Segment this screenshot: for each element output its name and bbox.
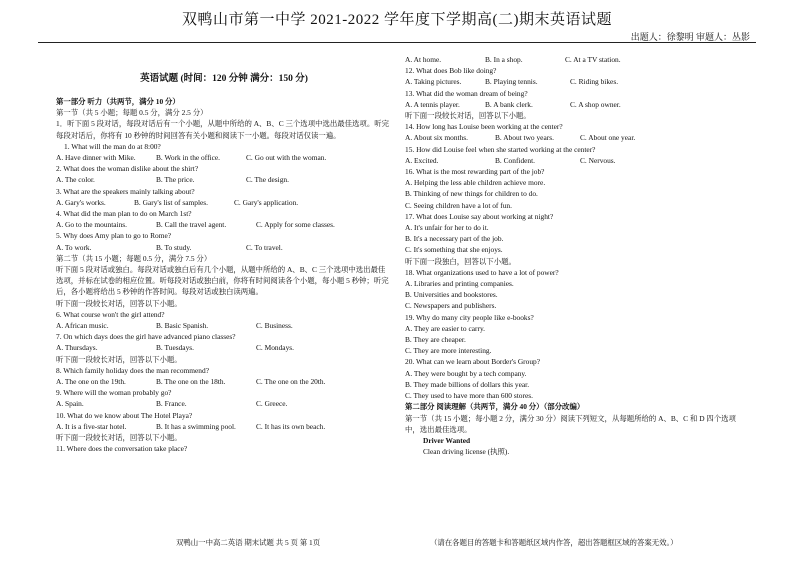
options-2 xyxy=(56,174,392,185)
option-6c: C. Business. xyxy=(256,321,293,331)
option-20b: B. They made billions of dollars this year. xyxy=(405,379,530,389)
question-2: 2. What does the woman dislike about the shirt? xyxy=(56,164,199,174)
option-6b: B. Basic Spanish. xyxy=(156,321,209,331)
option-16b: B. Thinking of new things for children to do. xyxy=(405,189,538,199)
option-8a: A. The one on the 19th. xyxy=(56,377,126,387)
option-19a: A. They are easier to carry. xyxy=(405,323,486,333)
option-2b: B. The price. xyxy=(156,175,195,185)
options-6 xyxy=(56,320,392,331)
option-14b: B. About two years. xyxy=(495,133,554,143)
options-11 xyxy=(405,54,743,65)
option-15c: C. Nervous. xyxy=(580,155,616,165)
authors: 出题人：徐黎明 审题人：丛影 xyxy=(630,32,750,42)
exam-title: 英语试题 (时间：120 分钟 满分：150 分) xyxy=(140,74,308,84)
options-3 xyxy=(56,197,392,208)
option-3a: A. Gary's works. xyxy=(56,197,106,207)
option-4a: A. Go to the mountains. xyxy=(56,220,128,230)
option-10a: A. It is a five-star hotel. xyxy=(56,421,127,431)
section2-heading: 第二节（共 15 小题；每题 0.5 分，满分 7.5 分） xyxy=(56,253,212,263)
footer-page-info: 双鸭山一中高二英语 期末试题 共 5 页 第 1页 xyxy=(176,538,321,547)
question-5: 5. Why does Amy plan to go to Rome? xyxy=(56,231,172,241)
question-7: 7. On which days does the girl have advanced piano classes? xyxy=(56,332,236,342)
option-19b: B. They are cheaper. xyxy=(405,335,466,345)
option-13b: B. A bank clerk. xyxy=(485,99,533,109)
passage-title: Driver Wanted xyxy=(423,435,471,445)
listen-prompt-6: 听下面一段较长对话，回答以下小题。 xyxy=(56,298,182,308)
options-12 xyxy=(405,76,743,87)
question-16: 16. What is the most rewarding part of the job? xyxy=(405,167,545,177)
right-column xyxy=(405,54,743,457)
question-15: 15. How did Louise feel when she started working at the center? xyxy=(405,144,596,154)
option-17b: B. It's a necessary part of the job. xyxy=(405,234,504,244)
option-1a: A. Have dinner with Mike. xyxy=(56,153,136,163)
option-11c: C. At a TV station. xyxy=(565,55,621,64)
question-18: 18. What organizations used to have a lot of power? xyxy=(405,267,559,277)
option-17a: A. It's unfair for her to do it. xyxy=(405,223,489,233)
option-20c: C. They used to have more than 600 stores. xyxy=(405,391,533,401)
option-17c: C. It's something that she enjoys. xyxy=(405,245,503,255)
section1-heading: 第一节（共 5 小题；每题 0.5 分，满分 2.5 分） xyxy=(56,108,208,118)
options-5 xyxy=(56,242,392,253)
option-12a: A. Taking pictures. xyxy=(405,77,462,87)
options-7 xyxy=(56,342,392,353)
part2-heading: 第二部分 阅读理解（共两节，满分 40 分）（部分改编） xyxy=(405,402,585,412)
option-9c: C. Greece. xyxy=(256,399,288,409)
option-8b: B. The one on the 18th. xyxy=(156,377,226,387)
option-1b: B. Work in the office. xyxy=(156,153,220,163)
option-20a: A. They were bought by a tech company. xyxy=(405,368,527,378)
question-20: 20. What can we learn about Border's Group? xyxy=(405,357,541,367)
option-6a: A. African music. xyxy=(56,321,109,331)
part1-heading: 第一部分 听力（共两节，满分 10 分） xyxy=(56,97,180,106)
question-12: 12. What does Bob like doing? xyxy=(405,66,497,76)
option-11b: B. In a shop. xyxy=(485,55,523,64)
page-title: 双鸭山市第一中学 2021-2022 学年度下学期高(二)期末英语试题 xyxy=(182,12,612,28)
option-1c: C. Go out with the woman. xyxy=(246,153,327,163)
question-13: 13. What did the woman dream of being? xyxy=(405,88,528,98)
question-11: 11. Where does the conversation take place? xyxy=(56,444,188,454)
question-8: 8. Which family holiday does the man recommend? xyxy=(56,365,209,375)
option-16c: C. Seeing children have a lot of fun. xyxy=(405,200,512,210)
option-18b: B. Universities and bookstores. xyxy=(405,290,498,300)
option-9b: B. France. xyxy=(156,399,187,409)
option-2a: A. The color. xyxy=(56,175,95,185)
options-4 xyxy=(56,219,392,230)
question-1: 1. What will the man do at 8:00? xyxy=(64,141,161,151)
question-17: 17. What does Louise say about working at night? xyxy=(405,211,554,221)
option-15a: A. Excited. xyxy=(405,155,439,165)
option-14c: C. About one year. xyxy=(580,133,636,143)
listen-prompt-8: 听下面一段较长对话，回答以下小题。 xyxy=(56,354,182,364)
option-18c: C. Newspapers and publishers. xyxy=(405,301,497,311)
passage-line-1: Clean driving license (执照). xyxy=(423,447,510,457)
option-7c: C. Mondays. xyxy=(256,343,294,353)
option-9a: A. Spain. xyxy=(56,399,84,409)
listen-prompt-18: 听下面一段独白，回答以下小题。 xyxy=(405,256,516,266)
options-10 xyxy=(56,421,392,432)
question-4: 4. What did the man plan to do on March 1st? xyxy=(56,209,192,219)
left-column xyxy=(56,54,392,455)
option-7b: B. Tuesdays. xyxy=(156,343,194,353)
option-13c: C. A shop owner. xyxy=(570,99,621,109)
option-13a: A. A tennis player. xyxy=(405,99,460,109)
option-3c: C. Gary's application. xyxy=(234,197,299,207)
listen-prompt-14: 听下面一段较长对话，回答以下小题。 xyxy=(405,111,531,121)
option-7a: A. Thursdays. xyxy=(56,343,98,353)
option-2c: C. The design. xyxy=(246,175,289,185)
option-10c: C. It has its own beach. xyxy=(256,421,326,431)
option-14a: A. About six months. xyxy=(405,133,469,143)
option-10b: B. It has a swimming pool. xyxy=(156,421,236,431)
question-6: 6. What course won't the girl attend? xyxy=(56,309,165,319)
options-14 xyxy=(405,132,743,143)
options-9 xyxy=(56,398,392,409)
listen-prompt-11: 听下面一段较长对话，回答以下小题。 xyxy=(56,433,182,443)
footer-notice: （请在各题目的答题卡和答题纸区域内作答，超出答题框区域的答案无效。） xyxy=(430,538,678,547)
section2-instructions: 听下面 5 段对话或独白。每段对话或独白后有几个小题，从题中所给的 A、B、C 三个选项中选出最佳选项，并标在试卷的相应位置。听每段对话或独白前，你将有时间阅读各个小题，每小题 5 秒钟；听完后，各小题将给出 5 秒钟的作答时间。每段对话或独白读两遍。 xyxy=(56,265,389,297)
options-8 xyxy=(56,376,392,387)
option-19c: C. They are more interesting. xyxy=(405,346,492,356)
question-19: 19. Why do many city people like e-books? xyxy=(405,312,534,322)
option-12c: C. Riding bikes. xyxy=(570,77,619,87)
question-14: 14. How long has Louise been working at the center? xyxy=(405,122,563,132)
option-8c: C. The one on the 20th. xyxy=(256,377,326,387)
option-4b: B. Call the travel agent. xyxy=(156,220,227,230)
question-9: 9. Where will the woman probably go? xyxy=(56,388,172,398)
option-5b: B. To study. xyxy=(156,242,192,252)
section3-instructions: 第一节（共 15 小题；每小题 2 分，满分 30 分）阅读下列短文，从每题所给的 A、B、C 和 D 四个选项中，选出最佳选项。 xyxy=(405,413,736,434)
options-13 xyxy=(405,99,743,110)
options-15 xyxy=(405,155,743,166)
option-12b: B. Playing tennis. xyxy=(485,77,538,87)
option-4c: C. Apply for some classes. xyxy=(256,220,335,230)
option-18a: A. Libraries and printing companies. xyxy=(405,279,514,289)
option-11a: A. At home. xyxy=(405,55,442,64)
question-10: 10. What do we know about The Hotel Playa? xyxy=(56,410,193,420)
option-5a: A. To work. xyxy=(56,242,92,252)
options-1 xyxy=(56,152,392,163)
option-3b: B. Gary's list of samples. xyxy=(134,197,209,207)
option-15b: B. Confident. xyxy=(495,155,536,165)
section1-instructions: 1．听下面 5 段对话，每段对话后有一个小题，从题中所给的 A、B、C 三个选项中选出最佳选项。听完每段对话后，你将有 10 秒钟的时间回答有关小题和阅读下一小题。每段对话仅读一遍。 xyxy=(56,119,389,140)
header-rule xyxy=(38,42,756,43)
option-5c: C. To travel. xyxy=(246,242,283,252)
option-16a: A. Helping the less able children achieve more. xyxy=(405,178,546,188)
question-3: 3. What are the speakers mainly talking about? xyxy=(56,186,195,196)
